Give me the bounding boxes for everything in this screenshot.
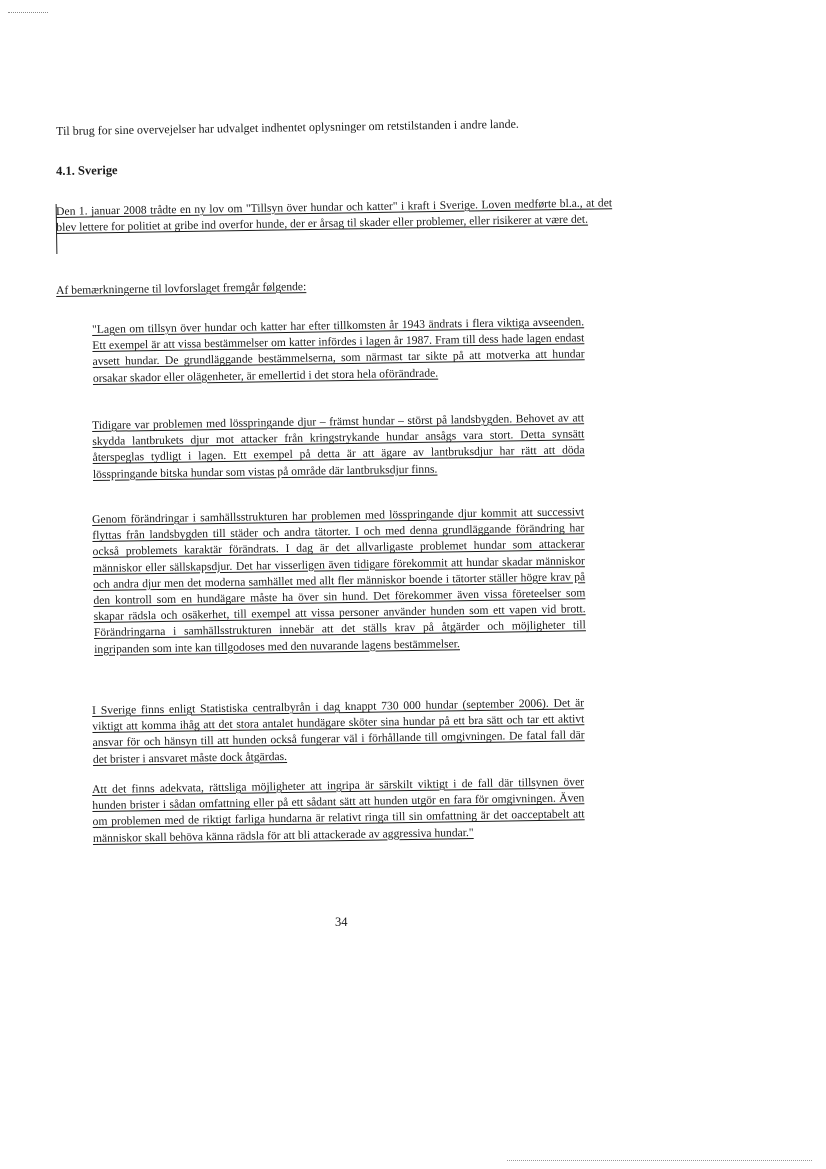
- paragraph-law-intro: Den 1. januar 2008 trådte en ny lov om "Tillsyn över hundar och katter" i kraft i Sverige. Loven medførte bl.a., at det blev lettere for politiet at gribe ind overfor hunde, der er årsag til skader eller problemer, eller risikerer at være det.: [56, 196, 613, 235]
- quote-paragraph: Att det finns adekvata, rättsliga möjligheter att ingripa är särskilt viktigt i de fall där tillsynen över hunden brister i sådan omfattning eller på ett sådant sätt att hunden utgör en fara för omgivningen. Även om problemen med de riktigt farliga hundarna är relativt ringa till sin omfattning är det oacceptabelt att människor skall behöva känna rädsla för att bli attackerade av aggressiva hundar.": [92, 775, 585, 845]
- quote-paragraph: Genom förändringar i samhällsstrukturen har problemen med lösspringande djur kommit att successivt flyttas från landsbygden till städer och andra tätorter. I och med denna grundläggande förändring har också problemets karaktär förändrats. I dag är det allvarligaste problemet hundar som attackerar människor eller sällskapsdjur. Det har visserligen även tidigare förekommit att hundar skadar människor och andra djur men det moderna samhället med allt fler människor boende i tätorter ställer högre krav på den kontroll som en hundägare måste ha över sin hund. Det förekommer även vissa företeelser som skapar rädsla och osäkerhet, till exempel att vissa personer använder hunden som ett vapen vid brott. Förändringarna i samhällsstrukturen innebär att det ställs krav på åtgärder och möjligheter till ingripanden som inte kan tillgodoses med den nuvarande lagens bestämmelser.: [92, 505, 586, 656]
- section-heading: 4.1. Sverige: [56, 163, 118, 178]
- paragraph-remarks-lead: Af bemærkningerne til lovforslaget fremgår følgende:: [56, 280, 307, 297]
- page-number: 34: [335, 915, 348, 929]
- quote-paragraph: "Lagen om tillsyn över hundar och katter har efter tillkomsten år 1943 ändrats i flera viktiga avseenden. Ett exempel är att vissa bestämmelser om katter infördes i lagen år 1987. Fram till dess hade lagen endast avsett hundar. De grundläggande bestämmelserna, som närmast tar sikte på att motverka att hundar orsakar skador eller olägenheter, är emellertid i det stora hela oförändrade.: [92, 315, 585, 385]
- scan-artifact-top: [8, 12, 48, 13]
- scan-artifact-bottom: [507, 1160, 812, 1161]
- quote-paragraph: I Sverige finns enligt Statistiska centralbyrån i dag knappt 730 000 hundar (september 2006). Det är viktigt att komma ihåg att det stora antalet hundägare sköter sina hundar på ett bra sätt och tar ett aktivt ansvar för och hänsyn till att hunden också fungerar väl i förhållande till omgivningen. De fatal fall där det brister i ansvaret måste dock åtgärdas.: [92, 696, 585, 766]
- quote-paragraph: Tidigare var problemen med lösspringande djur – främst hundar – störst på landsbygden. Behovet av att skydda lantbrukets djur mot attacker från kringstrykande hundar ansågs vara stort. Detta synsätt återspeglas tydligt i lagen. Ett exempel på detta är att ägare av lantbruksdjur har rätt att döda lösspringande bitska hundar som vistas på område där lantbruksdjur finns.: [92, 411, 585, 481]
- intro-text: Til brug for sine overvejelser har udvalget indhentet oplysninger om retstilstanden i andre lande.: [56, 116, 519, 138]
